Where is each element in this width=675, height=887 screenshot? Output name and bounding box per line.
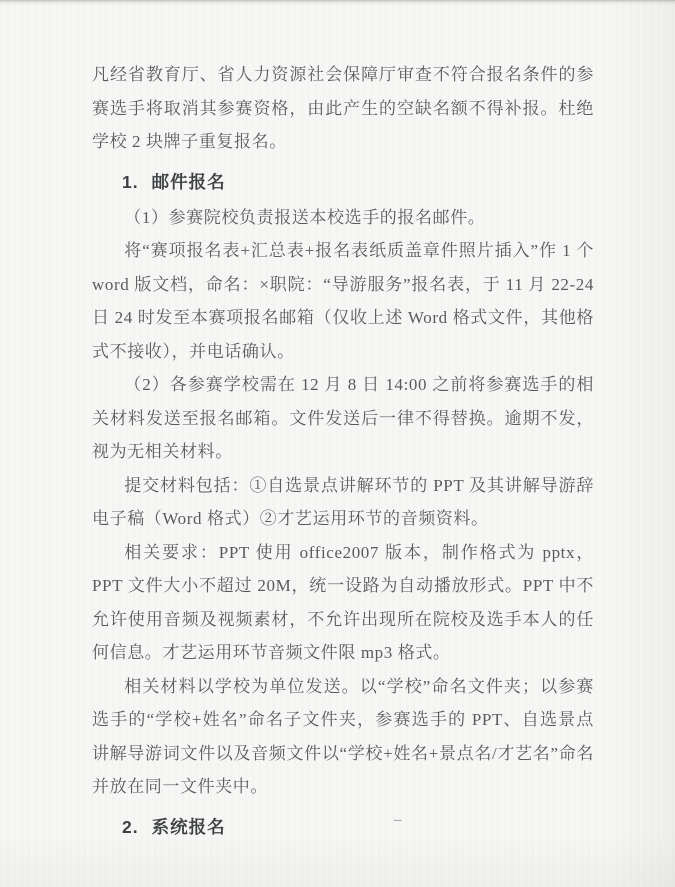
body-paragraph: 相关材料以学校为单位发送。以“学校”命名文件夹；以参赛选手的“学校+姓名”命名子文件夹，参赛选手的 PPT、自选景点讲解导游词文件以及音频文件以“学校+姓名+景点名/才艺名”命名并放在同一文件夹中。 — [92, 676, 594, 796]
scan-stray-dash-mark: – — [394, 812, 402, 828]
body-paragraph: （2）各参赛学校需在 12 月 8 日 14:00 之前将参赛选手的相关材料发送至报名邮箱。文件发送后一律不得替换。逾期不发，视为无相关材料。 — [92, 375, 594, 461]
section-title: 邮件报名 — [151, 171, 226, 192]
intro-paragraph: 凡经省教育厅、省人力资源社会保障厅审查不符合报名条件的参赛选手将取消其参赛资格，由此产生的空缺名额不得补报。杜绝学校 2 块牌子重复报名。 — [92, 65, 594, 151]
section-number: 2. — [122, 816, 139, 837]
body-paragraph: 提交材料包括：①自选景点讲解环节的 PPT 及其讲解导游辞电子稿（Word 格式）②才艺运用环节的音频资料。 — [92, 475, 594, 528]
body-paragraph: （1）参赛院校负责报送本校选手的报名邮件。 — [124, 207, 486, 227]
section-number: 1. — [122, 171, 139, 192]
body-paragraph: 相关要求：PPT 使用 office2007 版本，制作格式为 pptx，PPT 文件大小不超过 20M，统一设路为自动播放形式。PPT 中不允许使用音频及视频素材，不允许出现所在院校及选手本人的任何信息。才艺运用环节音频文件限 mp3 格式。 — [92, 542, 594, 662]
section-heading-system-registration — [92, 813, 594, 841]
document-text-block — [92, 58, 594, 846]
section-title: 系统报名 — [151, 816, 226, 837]
body-paragraph: 将“赛项报名表+汇总表+报名表纸质盖章件照片插入”作 1 个 word 版文档，命名：×职院：“导游服务”报名表，于 11 月 22-24 日 24 时发至本赛项报名邮箱（仅收上述 Word 格式文件，其他格式不接收），并电话确认。 — [92, 241, 594, 361]
section-heading-email-registration — [92, 168, 594, 196]
